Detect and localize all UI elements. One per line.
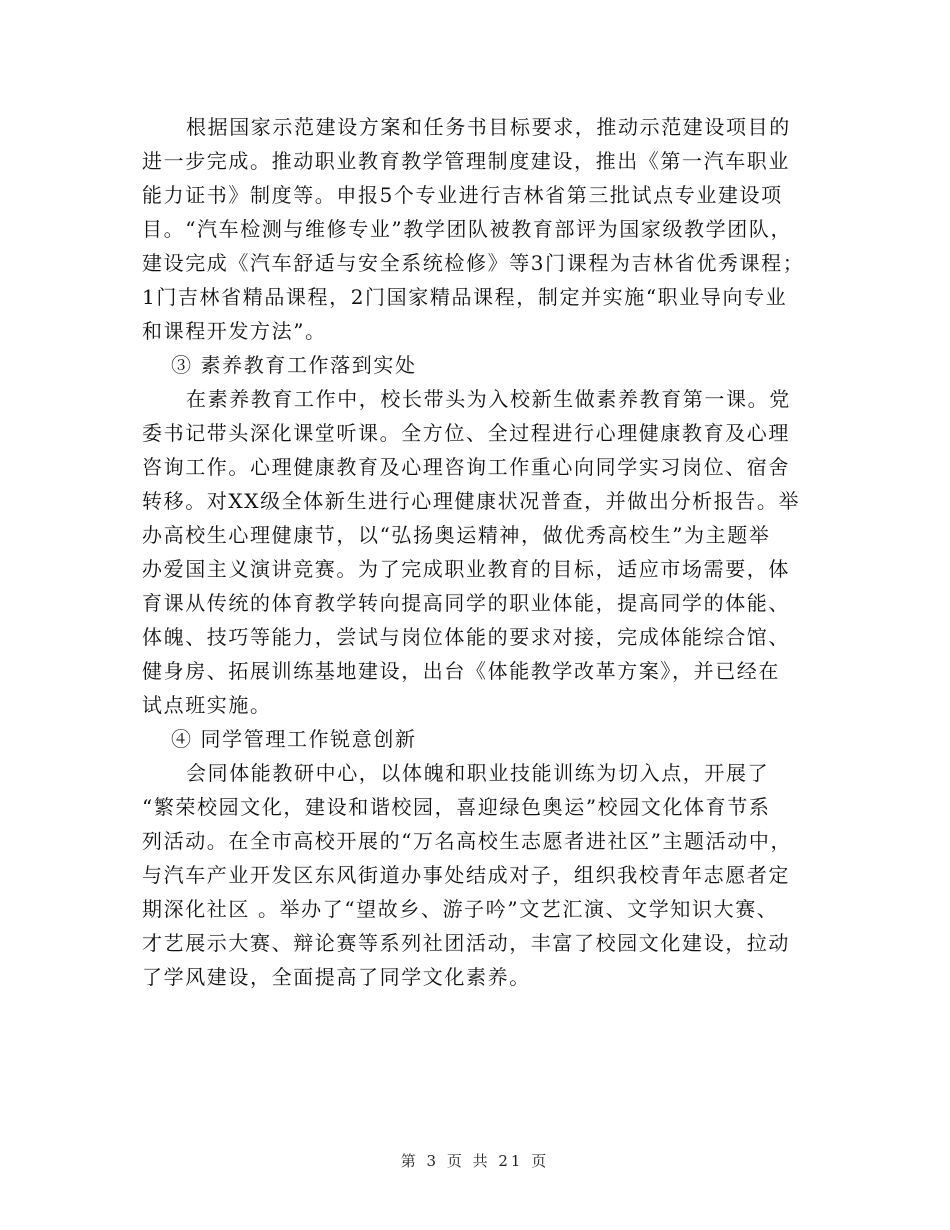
section-heading-4: ④ 同学管理工作锐意创新 [171, 727, 417, 751]
paragraph-line: 体魄、技巧等能力，尝试与岗位体能的要求对接，完成体能综合馆、 [142, 625, 790, 649]
paragraph-line: 与汽车产业开发区东风街道办事处结成对子，组织我校青年志愿者定 [142, 863, 790, 887]
paragraph-1 [142, 110, 808, 348]
paragraph-line: 目。“汽车检测与维修专业”教学团队被教育部评为国家级教学团队， [142, 217, 793, 241]
paragraph-line: 委书记带头深化课堂听课。全方位、全过程进行心理健康教育及心理 [142, 421, 790, 445]
section-heading-3: ③ 素养教育工作落到实处 [171, 353, 417, 377]
paragraph-line: 在素养教育工作中，校长带头为入校新生做素养教育第一课。党 [186, 387, 791, 411]
paragraph-line: 能力证书》制度等。申报5个专业进行吉林省第三批试点专业建设项 [142, 183, 783, 207]
document-body [142, 110, 808, 994]
paragraph-line: 列活动。在全市高校开展的“万名高校生志愿者进社区”主题活动中， [142, 829, 793, 853]
paragraph-line: 健身房、拓展训练基地建设，出台《体能教学改革方案》，并已经在 [142, 659, 780, 683]
paragraph-line: “繁荣校园文化，建设和谐校园，喜迎绿色奥运”校园文化体育节系 [142, 795, 771, 819]
paragraph-line: 了学风建设，全面提高了同学文化素养。 [142, 965, 531, 989]
paragraph-line: 育课从传统的体育教学转向提高同学的职业体能，提高同学的体能、 [142, 591, 790, 615]
paragraph-line: 1门吉林省精品课程，2门国家精品课程，制定并实施“职业导向专业 [142, 285, 788, 309]
paragraph-line: 会同体能教研中心，以体魄和职业技能训练为切入点，开展了 [186, 761, 770, 785]
paragraph-line: 转移。对XX级全体新生进行心理健康状况普查，并做出分析报告。举 [142, 489, 801, 513]
paragraph-line: 和课程开发方法”。 [142, 319, 327, 343]
paragraph-line: 建设完成《汽车舒适与安全系统检修》等3门课程为吉林省优秀课程； [142, 251, 805, 275]
paragraph-line: 期深化社区 。举办了“望故乡、游子吟”文艺汇演、文学知识大赛、 [142, 897, 779, 921]
paragraph-3 [142, 756, 808, 994]
paragraph-line: 进一步完成。推动职业教育教学管理制度建设，推出《第一汽车职业 [142, 149, 790, 173]
paragraph-line: 试点班实施。 [142, 693, 272, 717]
paragraph-line: 才艺展示大赛、辩论赛等系列社团活动，丰富了校园文化建设，拉动 [142, 931, 790, 955]
page-number-footer: 第 3 页 共 21 页 [400, 1152, 550, 1170]
paragraph-line: 办爱国主义演讲竞赛。为了完成职业教育的目标，适应市场需要，体 [142, 557, 790, 581]
paragraph-line: 办高校生心理健康节，以“弘扬奥运精神，做优秀高校生”为主题举 [142, 523, 771, 547]
paragraph-line: 根据国家示范建设方案和任务书目标要求，推动示范建设项目的 [186, 115, 791, 139]
paragraph-2 [142, 382, 808, 722]
paragraph-line: 咨询工作。心理健康教育及心理咨询工作重心向同学实习岗位、宿舍 [142, 455, 790, 479]
